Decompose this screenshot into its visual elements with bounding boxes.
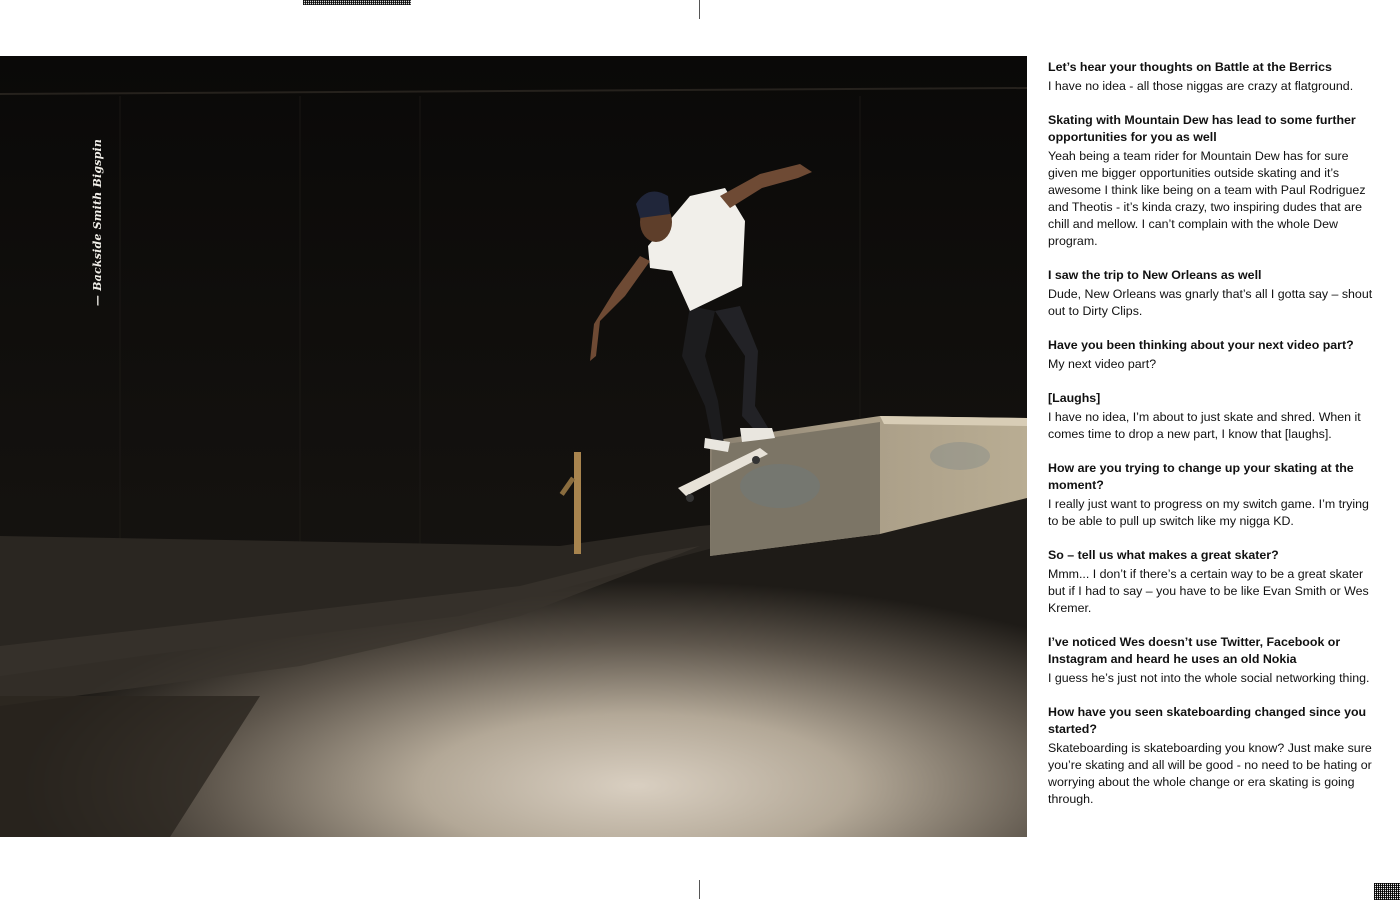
skateboard-photo [0,56,1027,837]
qa-block [1048,59,1378,95]
question: So – tell us what makes a great skater? [1048,548,1279,562]
qa-block [1048,112,1378,250]
question: [Laughs] [1048,391,1101,405]
question: How have you seen skateboarding changed since you started? [1048,705,1367,736]
interview-column [1048,59,1378,825]
photo-caption-text: — Backside Smith Bigspin [91,138,105,306]
fold-mark-bottom [699,880,700,899]
qa-block [1048,547,1378,617]
answer: I really just want to progress on my switch game. I’m trying to be able to pull up switch like my nigga KD. [1048,497,1369,528]
photo-caption [88,138,108,306]
question: Let’s hear your thoughts on Battle at the Berrics [1048,60,1332,74]
question: How are you trying to change up your skating at the moment? [1048,461,1354,492]
answer: I have no idea - all those niggas are crazy at flatground. [1048,79,1354,93]
question: I’ve noticed Wes doesn’t use Twitter, Facebook or Instagram and heard he uses an old Nokia [1048,635,1341,666]
print-registration-pattern [1374,883,1400,900]
question: Have you been thinking about your next video part? [1048,338,1354,352]
question: Skating with Mountain Dew has lead to some further opportunities for you as well [1048,113,1356,144]
print-registration-pattern [303,0,411,5]
answer: Yeah being a team rider for Mountain Dew has for sure given me bigger opportunities outside skating and it’s awesome I think like being on a team with Paul Rodriguez and Theotis - it’s kinda crazy, two inspiring dudes that are chill and mellow. I can’t complain with the whole Dew program. [1048,149,1366,248]
answer: Dude, New Orleans was gnarly that’s all I gotta say – shout out to Dirty Clips. [1048,287,1373,318]
qa-block [1048,704,1378,808]
answer: I guess he’s just not into the whole social networking thing. [1048,671,1370,685]
question: I saw the trip to New Orleans as well [1048,268,1262,282]
qa-block [1048,390,1378,443]
fold-mark-top [699,0,700,19]
qa-block [1048,460,1378,530]
answer: Mmm... I don’t if there’s a certain way to be a great skater but if I had to say – you have to be like Evan Smith or Wes Kremer. [1048,567,1369,615]
answer: Skateboarding is skateboarding you know? Just make sure you’re skating and all will be good - no need to be hating or worrying about the whole change or era skating is going through. [1048,741,1372,806]
qa-block [1048,267,1378,320]
qa-block [1048,337,1378,373]
qa-block [1048,634,1378,687]
answer: My next video part? [1048,357,1157,371]
answer: I have no idea, I’m about to just skate and shred. When it comes time to drop a new part, I know that [laughs]. [1048,410,1361,441]
